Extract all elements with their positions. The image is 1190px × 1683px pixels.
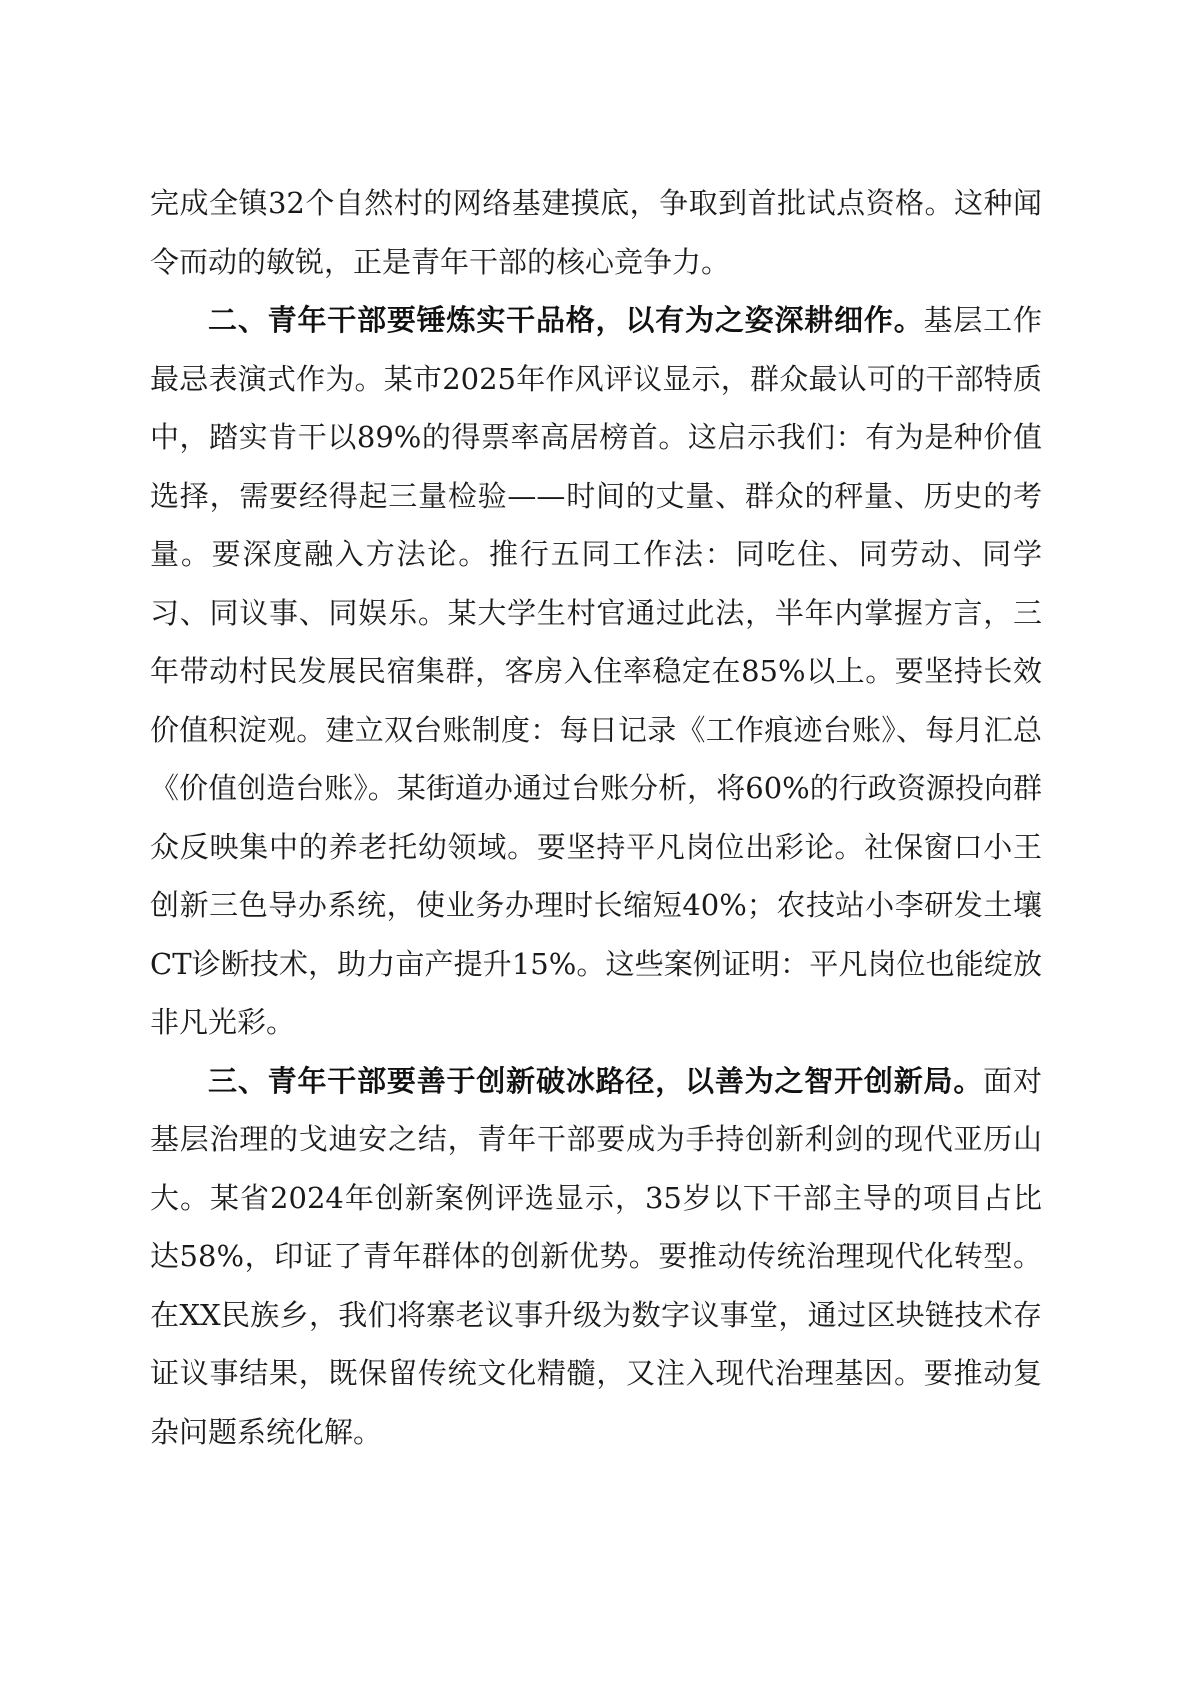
- document-body: [150, 174, 1042, 1461]
- section-heading: 二、青年干部要锤炼实干品格，以有为之姿深耕细作。: [208, 303, 924, 337]
- paragraph-text: 基层工作最忌表演式作为。某市2025年作风评议显示，群众最认可的干部特质中，踏实肯干以89%的得票率高居榜首。这启示我们：有为是种价值选择，需要经得起三量检验——时间的丈量、群众的秤量、历史的考量。要深度融入方法论。推行五同工作法：同吃住、同劳动、同学习、同议事、同娱乐。某大学生村官通过此法，半年内掌握方言，三年带动村民发展民宿集群，客房入住率稳定在85%以上。要坚持长效价值积淀观。建立双台账制度：每日记录《工作痕迹台账》、每月汇总《价值创造台账》。某街道办通过台账分析，将60%的行政资源投向群众反映集中的养老托幼领域。要坚持平凡岗位出彩论。社保窗口小王创新三色导办系统，使业务办理时长缩短40%；农技站小李研发土壤CT诊断技术，助力亩产提升15%。这些案例证明：平凡岗位也能绽放非凡光彩。: [150, 303, 1042, 1039]
- paragraph-text: 完成全镇32个自然村的网络基建摸底，争取到首批试点资格。这种闻令而动的敏锐，正是青年干部的核心竞争力。: [150, 186, 1042, 279]
- section-three-paragraph: [150, 1052, 1042, 1462]
- section-heading: 三、青年干部要善于创新破冰路径，以善为之智开创新局。: [208, 1063, 984, 1098]
- section-two-paragraph: [150, 291, 1042, 1052]
- paragraph-continued: [150, 174, 1042, 291]
- paragraph-text: 面对基层治理的戈迪安之结，青年干部要成为手持创新利剑的现代亚历山大。某省2024年创新案例评选显示，35岁以下干部主导的项目占比达58%，印证了青年群体的创新优势。要推动传统治理现代化转型。在XX民族乡，我们将寨老议事升级为数字议事堂，通过区块链技术存证议事结果，既保留传统文化精髓，又注入现代治理基因。要推动复杂问题系统化解。: [150, 1063, 1042, 1449]
